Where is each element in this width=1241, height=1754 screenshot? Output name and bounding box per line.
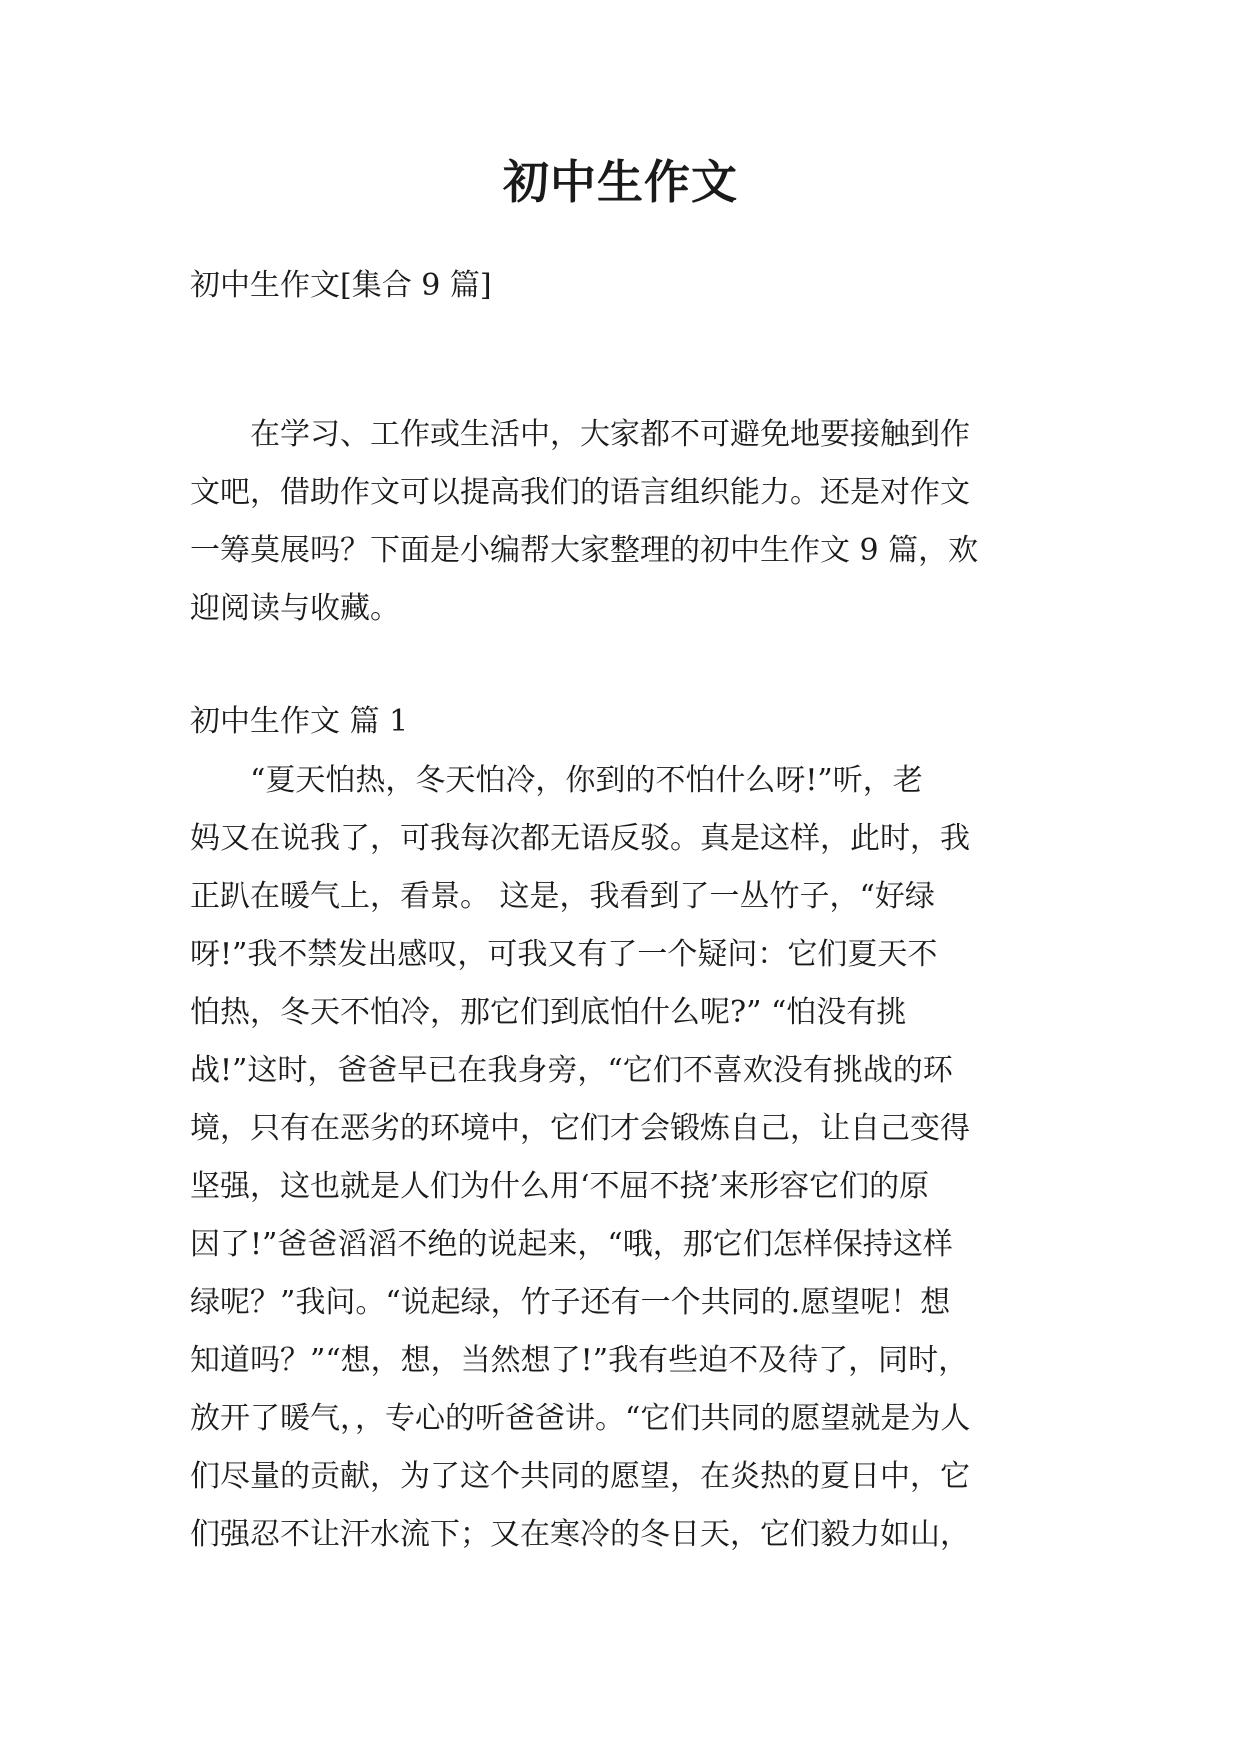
essay-line: 因了!”爸爸滔滔不绝的说起来，“哦，那它们怎样保持这样: [190, 1227, 953, 1262]
essay-line: 呀!”我不禁发出感叹，可我又有了一个疑问：它们夏天不: [190, 937, 938, 972]
essay-line: 怕热，冬天不怕冷，那它们到底怕什么呢?” “怕没有挑: [190, 995, 907, 1030]
essay-line: 境，只有在恶劣的环境中，它们才会锻炼自己，让自己变得: [190, 1111, 970, 1146]
section-heading: 初中生作文 篇 1: [190, 704, 409, 739]
essay-line: 绿呢？”我问。“说起绿，竹子还有一个共同的.愿望呢！想: [190, 1285, 951, 1320]
essay-line: “夏天怕热，冬天怕冷，你到的不怕什么呀!”听，老: [190, 763, 923, 798]
intro-line: 文吧，借助作文可以提高我们的语言组织能力。还是对作文: [190, 475, 970, 510]
intro-line: 在学习、工作或生活中，大家都不可避免地要接触到作: [190, 417, 970, 452]
essay-line: 坚强，这也就是人们为什么用‘不屈不挠’来形容它们的原: [190, 1169, 930, 1204]
essay-line: 战!”这时，爸爸早已在我身旁，“它们不喜欢没有挑战的环: [190, 1053, 953, 1088]
essay-line: 正趴在暖气上，看景。 这是，我看到了一丛竹子，“好绿: [190, 879, 935, 914]
essay-line: 知道吗？”“想，想，当然想了!”我有些迫不及待了，同时，: [190, 1343, 969, 1378]
essay-line: 们强忍不让汗水流下；又在寒冷的冬日天，它们毅力如山，: [190, 1517, 970, 1552]
essay-line: 妈又在说我了，可我每次都无语反驳。真是这样，此时，我: [190, 821, 970, 856]
intro-line: 一筹莫展吗？下面是小编帮大家整理的初中生作文 9 篇，欢: [190, 533, 979, 568]
intro-line: 迎阅读与收藏。: [190, 591, 400, 626]
essay-paragraph: [190, 752, 1060, 1564]
essay-line: 们尽量的贡献，为了这个共同的愿望，在炎热的夏日中，它: [190, 1459, 970, 1494]
document-title: 初中生作文: [503, 155, 738, 209]
document-subtitle: 初中生作文[集合 9 篇]: [190, 268, 492, 303]
intro-paragraph: [190, 406, 1060, 638]
essay-line: 放开了暖气，，专心的听爸爸讲。“它们共同的愿望就是为人: [190, 1401, 971, 1436]
